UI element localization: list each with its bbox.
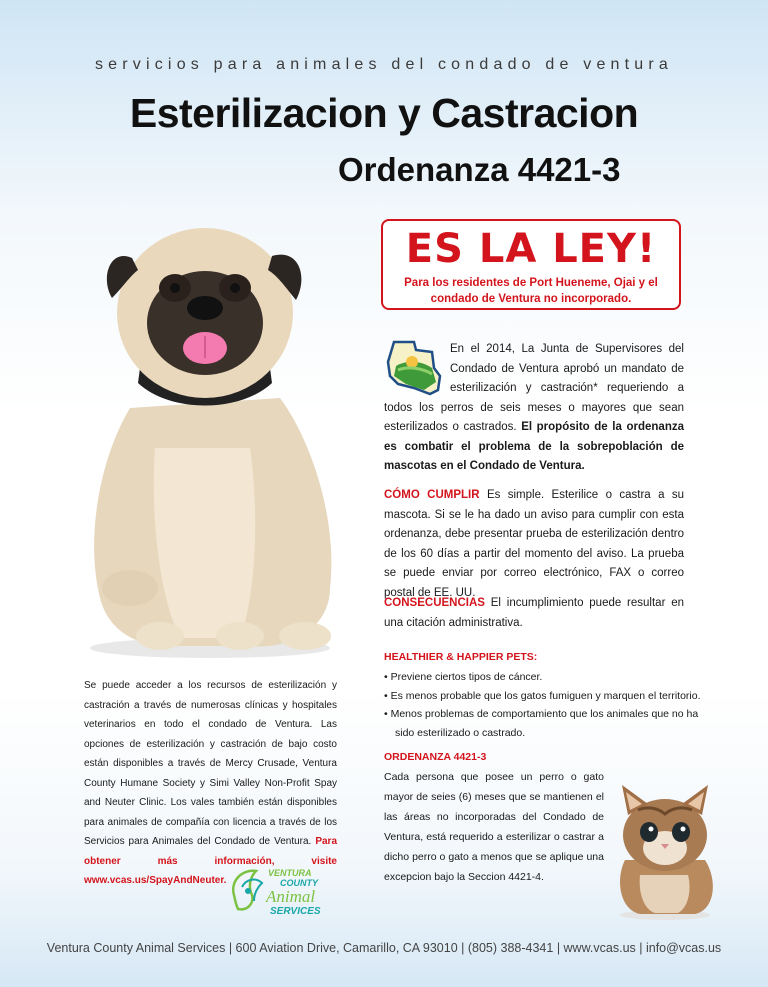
comply-label: CÓMO CUMPLIR	[384, 489, 480, 501]
logo-line-1: VENTURA	[268, 868, 312, 878]
tagline: servicios para animales del condado de ventura	[94, 56, 674, 73]
logo-line-2: COUNTY	[280, 878, 318, 888]
page-subtitle: Ordenanza 4421-3	[338, 151, 621, 188]
list-item: • Previene ciertos tipos de cáncer.	[384, 671, 543, 683]
law-heading: ES LA LEY!	[405, 226, 657, 272]
pug-image	[60, 218, 360, 666]
page-title: Esterilizacion y Castracion	[129, 90, 639, 136]
pets-heading: HEALTHIER & HAPPIER PETS:	[384, 651, 538, 663]
spay-neuter-link[interactable]: Para obtener más información, visite www.vcas.us/SpayAndNeuter.	[84, 836, 338, 886]
law-subheading: Para los residentes de Port Hueneme, Ojai y el condado de Ventura no incorporado.	[404, 277, 658, 305]
pets-benefits-list	[384, 668, 714, 742]
resources-text: Se puede acceder a los recursos de esterilización y castración a través de numerosas clínicas y hospitales veterinarios en todo el condado de Ventura. Las opciones de esterilización y castración de bajo costo están disponibles a través de Mercy Crusade, Ventura County Humane Society y Simi Valley Non-Profit Spay and Neuter Clinic. Los vales también están disponibles para animales de compañía con licencia a través de los Servicios para Animales del Condado de Ventura.	[84, 680, 337, 847]
intro-bold-text: El propósito de la ordenanza es combatir el problema de la sobrepoblación de mascotas en el Condado de Ventura.	[384, 421, 684, 472]
footer-contact: Ventura County Animal Services | 600 Aviation Drive, Camarillo, CA 93010 | (805) 388-4341 | www.vcas.us | info@vcas.us	[46, 941, 722, 955]
intro-text: En el 2014, La Junta de Supervisores del Condado de Ventura aprobó un mandato de esterilización y castración* requeriendo a todos los perros de seis meses o mayores que sean esterilizados o castrados.	[384, 343, 684, 433]
resources-paragraph	[84, 676, 337, 891]
list-item: • Menos problemas de comportamiento que los animales que no ha sido esterilizado o castrado.	[384, 708, 699, 739]
consequences-label: CONSECUENCIAS	[384, 597, 485, 609]
list-item: • Es menos probable que los gatos fumiguen y marquen el territorio.	[384, 689, 701, 702]
consequences-paragraph	[384, 594, 684, 633]
ordinance-heading: ORDENANZA 4421-3	[384, 751, 487, 763]
comply-paragraph	[384, 486, 684, 603]
law-notice-box	[381, 219, 681, 310]
intro-paragraph	[384, 340, 684, 477]
comply-text: Es simple. Esterilice o castra a su mascota. Si se le ha dado un aviso para cumplir con esta ordenanza, debe presentar prueba de esterilización dentro de los 60 días a partir del momento del aviso. La prueba se puede enviar por correo electrónico, FAX o correo postal de EE. UU.	[384, 489, 684, 599]
logo-line-4: SERVICES	[270, 906, 321, 917]
kitten-image	[600, 780, 730, 920]
county-map-icon	[384, 340, 442, 396]
ordinance-text: Cada persona que posee un perro o gato mayor de seies (6) meses que se mantienen el las áreas no incorporadas del Condado de Ventura, está requerido a esterilizar o castrar a dicho perro o gato a menos que se aplique una excepcion bajo la Seccion 4421-4.	[384, 771, 604, 883]
logo-line-3: Animal	[266, 887, 316, 906]
consequences-text: El incumplimiento puede resultar en una citación administrativa.	[384, 597, 684, 629]
animal-services-logo	[228, 865, 340, 917]
